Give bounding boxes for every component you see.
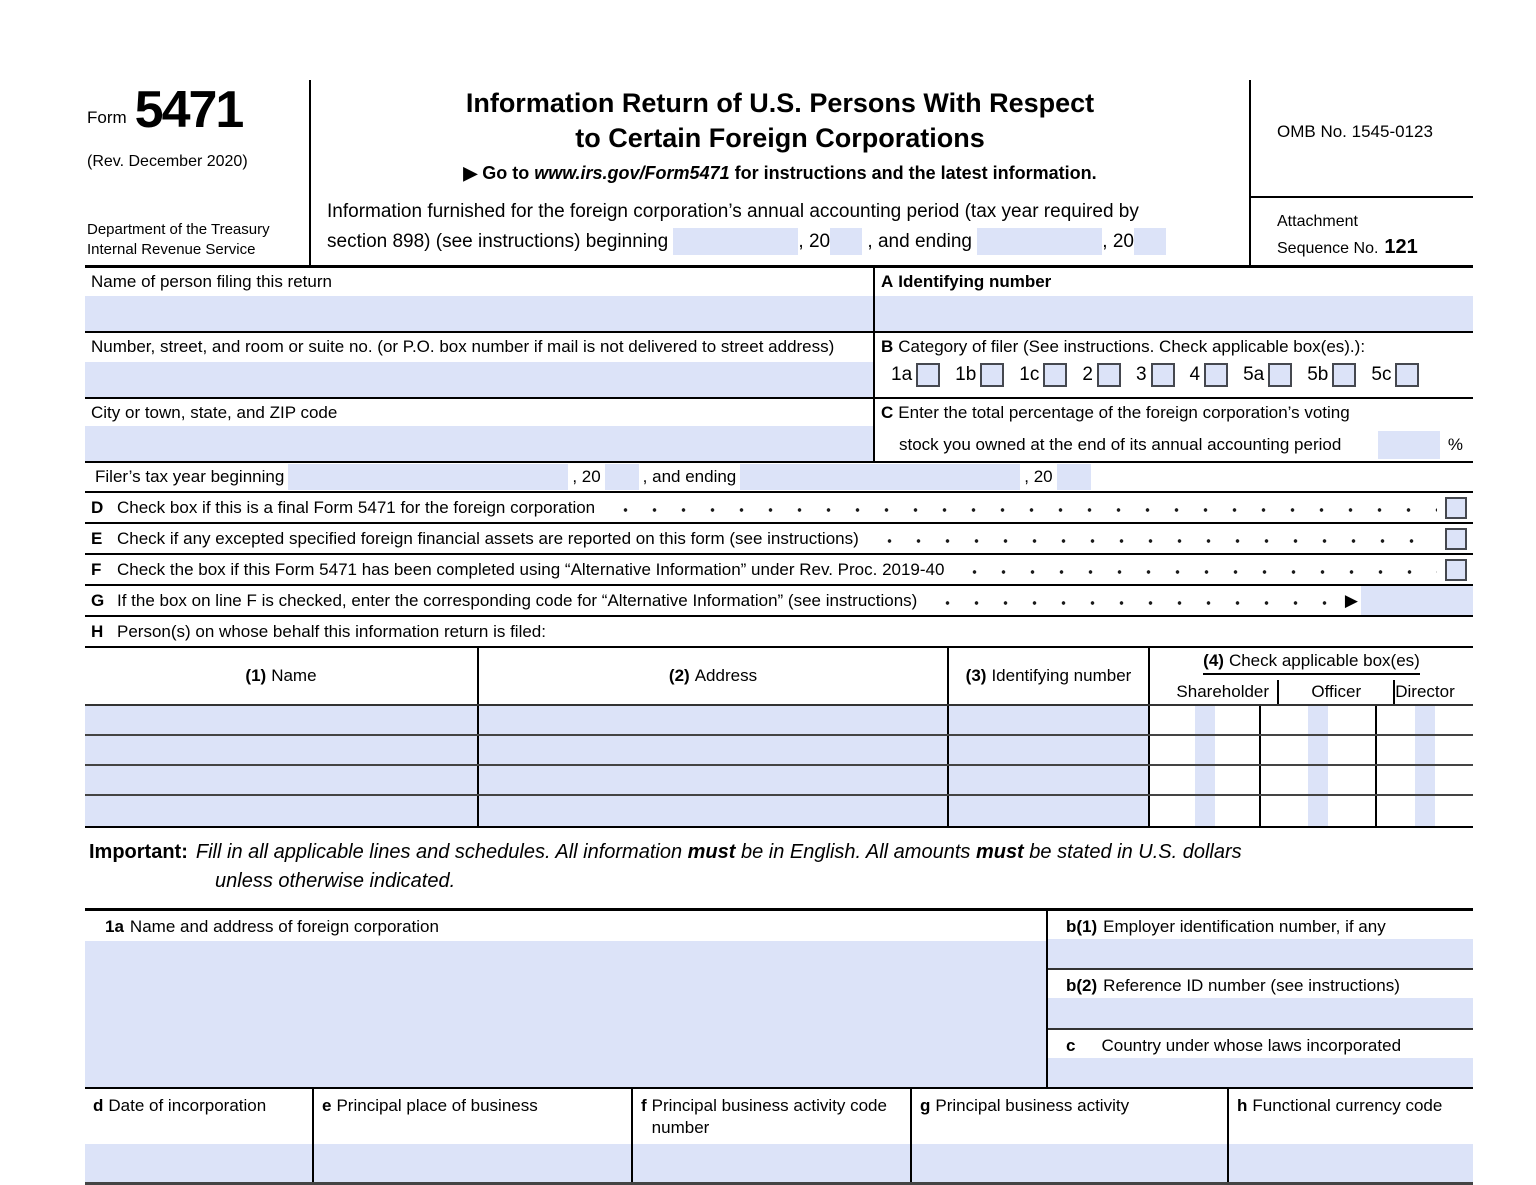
category-2-label: 2 bbox=[1082, 364, 1093, 385]
line-b-text: Category of filer (See instructions. Check applicable box(es).): bbox=[898, 337, 1366, 356]
category-5a-label: 5a bbox=[1243, 364, 1265, 385]
important-line-1 bbox=[89, 838, 1473, 867]
col4-number: (4) bbox=[1203, 650, 1224, 670]
category-5a-checkbox[interactable] bbox=[1268, 363, 1292, 387]
category-1b-label: 1b bbox=[955, 364, 977, 385]
line-f-row bbox=[85, 555, 1473, 586]
ein-field[interactable] bbox=[1048, 939, 1473, 968]
line-1a-number: 1a bbox=[105, 917, 124, 936]
form-header bbox=[85, 80, 1473, 268]
col-identifying-number-header bbox=[949, 648, 1150, 704]
line-c-label bbox=[1048, 1030, 1473, 1058]
line-f-text: Check the box if this Form 5471 has been completed using “Alternative Information” under Rev. Proc. 2019-40 bbox=[117, 559, 945, 579]
col-address-header bbox=[479, 648, 949, 704]
section-1d-1h-row bbox=[85, 1089, 1473, 1185]
col2-label: Address bbox=[694, 666, 758, 685]
category-4 bbox=[1190, 363, 1229, 387]
check-applicable-boxes-header bbox=[1203, 648, 1420, 675]
line-1g-number: g bbox=[920, 1096, 931, 1115]
address-input-cell[interactable] bbox=[479, 796, 949, 826]
line-e-checkbox[interactable] bbox=[1445, 528, 1467, 550]
reference-id-field[interactable] bbox=[1048, 998, 1473, 1027]
line-1f-label bbox=[633, 1089, 910, 1144]
line-h-text: Person(s) on whose behalf this information return is filed: bbox=[117, 621, 546, 641]
foreign-corporation-name-address-field[interactable] bbox=[85, 941, 1046, 1087]
country-incorporated-field[interactable] bbox=[1048, 1058, 1473, 1087]
officer-checkbox-cell[interactable] bbox=[1261, 766, 1377, 794]
director-checkbox[interactable] bbox=[1415, 796, 1435, 826]
line-h-letter: H bbox=[91, 621, 104, 641]
category-1b-checkbox[interactable] bbox=[980, 363, 1004, 387]
table-row bbox=[85, 736, 1473, 766]
line-1c-number: c bbox=[1066, 1035, 1076, 1055]
street-cell bbox=[85, 333, 875, 397]
voting-stock-label-line2 bbox=[875, 425, 1473, 459]
category-1a-label: 1a bbox=[891, 364, 913, 385]
shareholder-checkbox-cell[interactable] bbox=[1150, 706, 1261, 734]
form-word: Form bbox=[87, 108, 127, 128]
line-1e-text: Principal place of business bbox=[336, 1096, 538, 1115]
category-5c-label: 5c bbox=[1371, 364, 1392, 385]
tax-year-ending-field[interactable] bbox=[740, 464, 1020, 490]
line-d-text: Check box if this is a final Form 5471 for the foreign corporation bbox=[117, 497, 596, 517]
line-1f-number: f bbox=[641, 1096, 647, 1115]
category-2-checkbox[interactable] bbox=[1097, 363, 1121, 387]
line-c-text-1: Enter the total percentage of the foreign corporation’s voting bbox=[898, 403, 1350, 422]
category-1b bbox=[955, 363, 1004, 387]
tax-year-beginning-field[interactable] bbox=[288, 464, 568, 490]
agency-line-2: Internal Revenue Service bbox=[87, 240, 256, 258]
country-incorporated-group bbox=[1048, 1030, 1473, 1087]
period-beginning-year-field[interactable] bbox=[830, 228, 862, 255]
percent-sign: % bbox=[1447, 435, 1463, 454]
category-4-label: 4 bbox=[1189, 364, 1201, 385]
col4-label: Check applicable box(es) bbox=[1228, 650, 1420, 670]
address-input-cell[interactable] bbox=[479, 766, 949, 794]
reference-id-group bbox=[1048, 970, 1473, 1029]
col-check-boxes-header bbox=[1150, 648, 1473, 704]
category-3-label: 3 bbox=[1135, 364, 1147, 385]
business-activity-code-col bbox=[633, 1089, 912, 1182]
date-of-incorporation-col bbox=[85, 1089, 314, 1182]
director-checkbox-cell[interactable] bbox=[1377, 766, 1473, 794]
form-number-line bbox=[87, 81, 303, 139]
category-1c-checkbox[interactable] bbox=[1043, 363, 1067, 387]
line-f-letter: F bbox=[91, 559, 102, 579]
persons-on-behalf-table bbox=[85, 646, 1473, 828]
business-activity-code-field[interactable] bbox=[633, 1144, 910, 1182]
goto-suffix: for instructions and the latest information. bbox=[729, 163, 1097, 184]
sequence-no-label: Sequence No. bbox=[1277, 240, 1379, 258]
foreign-corporation-name-address-cell bbox=[85, 911, 1048, 1087]
city-cell bbox=[85, 399, 875, 461]
director-checkbox-cell[interactable] bbox=[1377, 736, 1473, 764]
and-ending-text: , and ending bbox=[867, 230, 972, 252]
line-1h-label bbox=[1229, 1089, 1473, 1144]
principal-place-of-business-field[interactable] bbox=[314, 1144, 631, 1182]
period-beginning-date-field[interactable] bbox=[673, 228, 798, 255]
accounting-period-text bbox=[311, 197, 1249, 256]
comma-20-text: , 20 bbox=[798, 230, 831, 252]
officer-checkbox[interactable] bbox=[1308, 706, 1328, 734]
officer-checkbox-cell[interactable] bbox=[1261, 796, 1377, 826]
important-must-2: must bbox=[975, 841, 1024, 863]
sub-header-row bbox=[1168, 680, 1455, 704]
line-g-text: If the box on line F is checked, enter the corresponding code for “Alternative Information” (see instructions) bbox=[117, 590, 918, 610]
line-1d-number: d bbox=[93, 1096, 104, 1115]
comma-20-text-2: , 20 bbox=[1102, 230, 1134, 252]
attachment-line-2 bbox=[1277, 233, 1469, 261]
identifying-number-label bbox=[875, 268, 1473, 294]
address-input-cell[interactable] bbox=[479, 736, 949, 764]
identifying-number-input-cell[interactable] bbox=[949, 796, 1150, 826]
identifying-number-field[interactable] bbox=[875, 296, 1473, 331]
category-3-checkbox[interactable] bbox=[1151, 363, 1175, 387]
col-name-header bbox=[85, 648, 479, 704]
section-1b-1c-column bbox=[1048, 911, 1473, 1087]
col3-label: Identifying number bbox=[991, 666, 1132, 685]
director-checkbox[interactable] bbox=[1415, 736, 1435, 764]
category-checkbox-row bbox=[875, 359, 1473, 393]
officer-header: Officer bbox=[1279, 680, 1395, 704]
attachment-line-1: Attachment bbox=[1277, 213, 1358, 230]
period-ending-year-field[interactable] bbox=[1134, 228, 1166, 255]
attachment-sequence bbox=[1251, 198, 1473, 265]
tax-year-label: Filer’s tax year beginning bbox=[95, 467, 285, 486]
table-row bbox=[85, 706, 1473, 736]
line-d-checkbox[interactable] bbox=[1445, 497, 1467, 519]
agency-block bbox=[87, 220, 303, 261]
line-1h-number: h bbox=[1237, 1096, 1248, 1115]
line-g-letter: G bbox=[91, 590, 105, 610]
line-1a-label bbox=[85, 911, 1046, 941]
line-1g-label bbox=[912, 1089, 1227, 1144]
line-e-row bbox=[85, 524, 1473, 555]
and-ending-text-2: , and ending bbox=[642, 467, 737, 486]
name-input-cell[interactable] bbox=[85, 766, 479, 794]
dot-leader bbox=[865, 524, 1437, 553]
principal-business-activity-field[interactable] bbox=[912, 1144, 1227, 1182]
period-ending-date-field[interactable] bbox=[977, 228, 1102, 255]
line-d-letter: D bbox=[91, 497, 104, 517]
right-arrow-icon: ▶ Go to bbox=[463, 163, 535, 184]
line-f-checkbox[interactable] bbox=[1445, 559, 1467, 581]
category-4-checkbox[interactable] bbox=[1204, 363, 1228, 387]
filer-name-cell bbox=[85, 268, 875, 331]
director-header: Director bbox=[1395, 682, 1455, 701]
important-seg2: be in English. All amounts bbox=[735, 841, 976, 863]
right-arrow-icon: ▶ bbox=[1344, 590, 1358, 610]
shareholder-checkbox-cell[interactable] bbox=[1150, 736, 1261, 764]
section-1a-row bbox=[85, 911, 1473, 1089]
ein-group bbox=[1048, 911, 1473, 970]
line-1e-number: e bbox=[322, 1096, 332, 1115]
line-e-text: Check if any excepted specified foreign financial assets are reported on this form (see instructions) bbox=[117, 528, 859, 548]
irs-url: www.irs.gov/Form5471 bbox=[534, 163, 730, 184]
principal-place-of-business-col bbox=[314, 1089, 633, 1182]
category-5b-label: 5b bbox=[1307, 364, 1329, 385]
category-5b-checkbox[interactable] bbox=[1332, 363, 1356, 387]
form-id-block bbox=[85, 80, 311, 265]
form-title bbox=[311, 86, 1249, 156]
omb-number: OMB No. 1545-0123 bbox=[1251, 80, 1473, 198]
line-h-row bbox=[85, 617, 1473, 646]
street-label: Number, street, and room or suite no. (or P.O. box number if mail is not delivered to street address) bbox=[91, 337, 835, 356]
filer-city-row bbox=[85, 399, 1473, 463]
line-d-row bbox=[85, 493, 1473, 524]
form-title-block bbox=[311, 80, 1251, 265]
line-1d-label bbox=[85, 1089, 312, 1144]
shareholder-checkbox[interactable] bbox=[1195, 796, 1215, 826]
form-revision: (Rev. December 2020) bbox=[87, 153, 248, 171]
line-1h-text: Functional currency code bbox=[1252, 1096, 1443, 1115]
dot-leader bbox=[601, 493, 1437, 522]
filer-tax-year-row bbox=[85, 463, 1473, 493]
street-field[interactable] bbox=[85, 362, 873, 397]
line-b2-number: b(2) bbox=[1066, 976, 1098, 996]
table-header-row bbox=[85, 648, 1473, 706]
identifying-number-input-cell[interactable] bbox=[949, 706, 1150, 734]
category-1c-label: 1c bbox=[1019, 364, 1040, 385]
identifying-number-input-cell[interactable] bbox=[949, 766, 1150, 794]
name-input-cell[interactable] bbox=[85, 736, 479, 764]
line-1e-label bbox=[314, 1089, 631, 1144]
category-5c bbox=[1371, 363, 1419, 387]
line-b1-text: Employer identification number, if any bbox=[1103, 917, 1386, 936]
officer-checkbox[interactable] bbox=[1308, 766, 1328, 794]
form-title-line-2: to Certain Foreign Corporations bbox=[575, 123, 985, 154]
director-checkbox-cell[interactable] bbox=[1377, 706, 1473, 734]
line-b-letter: B bbox=[881, 337, 894, 356]
tax-year-ending-year-field[interactable] bbox=[1057, 464, 1091, 490]
identifying-number-cell bbox=[875, 268, 1473, 331]
category-1a bbox=[891, 363, 940, 387]
comma-20-text-3: , 20 bbox=[572, 467, 601, 486]
functional-currency-code-col bbox=[1229, 1089, 1473, 1182]
shareholder-checkbox[interactable] bbox=[1195, 736, 1215, 764]
line-a-text: Identifying number bbox=[898, 272, 1052, 291]
line-1c-text: Country under whose laws incorporated bbox=[1101, 1035, 1402, 1055]
line-c-letter: C bbox=[881, 403, 894, 422]
form-number: 5471 bbox=[134, 81, 243, 139]
col3-number: (3) bbox=[965, 666, 987, 685]
city-field[interactable] bbox=[85, 426, 873, 461]
category-of-filer-cell bbox=[875, 333, 1473, 397]
date-of-incorporation-field[interactable] bbox=[85, 1144, 312, 1182]
shareholder-checkbox[interactable] bbox=[1195, 766, 1215, 794]
filer-name-label: Name of person filing this return bbox=[91, 272, 332, 291]
sequence-number: 121 bbox=[1384, 236, 1418, 259]
agency-line-1: Department of the Treasury bbox=[87, 221, 270, 238]
officer-checkbox-cell[interactable] bbox=[1261, 736, 1377, 764]
alternative-information-code-field[interactable] bbox=[1361, 586, 1473, 615]
shareholder-checkbox[interactable] bbox=[1195, 706, 1215, 734]
officer-checkbox-cell[interactable] bbox=[1261, 706, 1377, 734]
col1-label: Name bbox=[271, 666, 317, 685]
identifying-number-input-cell[interactable] bbox=[949, 736, 1150, 764]
important-seg1: Fill in all applicable lines and schedules. All information bbox=[195, 841, 688, 863]
category-1c bbox=[1019, 363, 1067, 387]
shareholder-checkbox-cell[interactable] bbox=[1150, 766, 1261, 794]
comma-20-text-4: , 20 bbox=[1024, 467, 1053, 486]
line-1d-text: Date of incorporation bbox=[108, 1096, 267, 1115]
line-a-letter: A bbox=[881, 272, 894, 291]
filer-name-field[interactable] bbox=[85, 296, 873, 331]
principal-business-activity-col bbox=[912, 1089, 1229, 1182]
shareholder-header: Shareholder bbox=[1168, 680, 1279, 704]
name-input-cell[interactable] bbox=[85, 706, 479, 734]
filer-name-row bbox=[85, 268, 1473, 333]
filer-street-row bbox=[85, 333, 1473, 399]
omb-attachment-block bbox=[1251, 80, 1473, 265]
important-line-2: unless otherwise indicated. bbox=[215, 870, 456, 892]
voting-stock-label-line1 bbox=[875, 399, 1473, 425]
dot-leader bbox=[923, 586, 1337, 615]
name-input-cell[interactable] bbox=[85, 796, 479, 826]
category-3 bbox=[1136, 363, 1175, 387]
table-row bbox=[85, 796, 1473, 826]
important-must-1: must bbox=[687, 841, 736, 863]
address-input-cell[interactable] bbox=[479, 706, 949, 734]
line-1a-text: Name and address of foreign corporation bbox=[129, 917, 439, 936]
important-label: Important: bbox=[89, 841, 188, 863]
period-line-2-prefix: section 898) (see instructions) beginning bbox=[327, 230, 669, 252]
category-5a bbox=[1243, 363, 1292, 387]
important-notice bbox=[85, 828, 1473, 911]
dot-leader bbox=[950, 555, 1437, 584]
form-5471-page bbox=[85, 80, 1473, 1185]
period-line-1: Information furnished for the foreign corporation’s annual accounting period (tax year required by bbox=[327, 201, 1139, 223]
functional-currency-code-field[interactable] bbox=[1229, 1144, 1473, 1182]
city-label: City or town, state, and ZIP code bbox=[91, 403, 338, 422]
shareholder-checkbox-cell[interactable] bbox=[1150, 796, 1261, 826]
category-5c-checkbox[interactable] bbox=[1395, 363, 1419, 387]
category-5b bbox=[1307, 363, 1356, 387]
table-row bbox=[85, 766, 1473, 796]
officer-checkbox[interactable] bbox=[1308, 796, 1328, 826]
col1-number: (1) bbox=[245, 666, 267, 685]
director-checkbox[interactable] bbox=[1415, 706, 1435, 734]
line-g-row bbox=[85, 586, 1473, 617]
voting-stock-percentage-cell bbox=[875, 399, 1473, 461]
category-2 bbox=[1082, 363, 1121, 387]
line-1f-text: Principal business activity code number bbox=[651, 1096, 887, 1138]
line-1g-text: Principal business activity bbox=[935, 1096, 1130, 1115]
line-b2-text: Reference ID number (see instructions) bbox=[1103, 976, 1400, 996]
goto-instructions-line bbox=[311, 163, 1249, 184]
tax-year-beginning-year-field[interactable] bbox=[605, 464, 639, 490]
line-b1-label bbox=[1048, 911, 1473, 939]
category-of-filer-label bbox=[875, 333, 1473, 359]
category-1a-checkbox[interactable] bbox=[916, 363, 940, 387]
line-b1-number: b(1) bbox=[1066, 917, 1098, 936]
important-seg3: be stated in U.S. dollars bbox=[1023, 841, 1242, 863]
col2-number: (2) bbox=[668, 666, 690, 685]
form-title-line-1: Information Return of U.S. Persons With Respect bbox=[465, 88, 1095, 118]
line-e-letter: E bbox=[91, 528, 103, 548]
line-c-text-2: stock you owned at the end of its annual accounting period bbox=[899, 435, 1342, 454]
voting-stock-percentage-field[interactable] bbox=[1378, 431, 1440, 459]
line-b2-label bbox=[1048, 970, 1473, 998]
officer-checkbox[interactable] bbox=[1308, 736, 1328, 764]
director-checkbox-cell[interactable] bbox=[1377, 796, 1473, 826]
director-checkbox[interactable] bbox=[1415, 766, 1435, 794]
